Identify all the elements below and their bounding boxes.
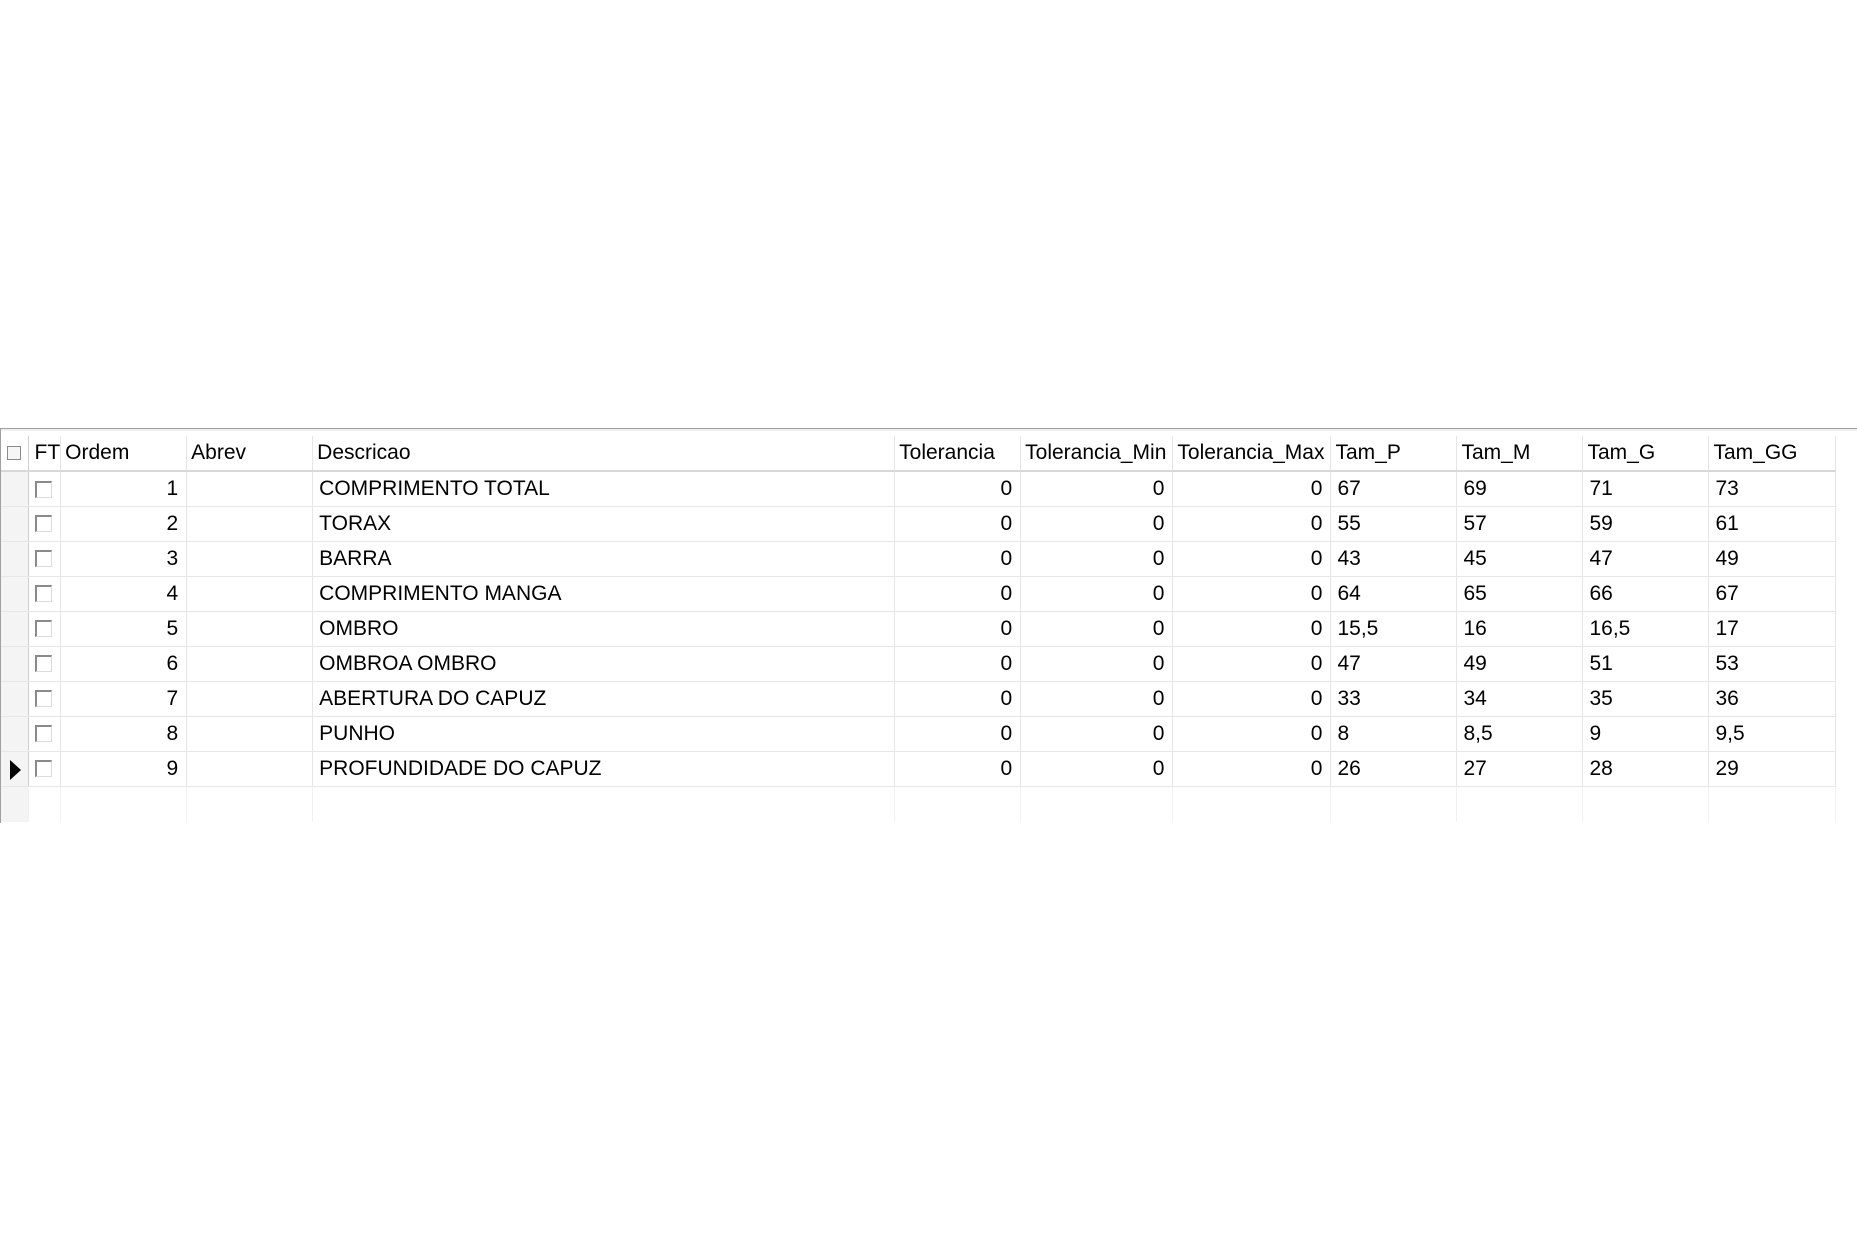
cell-ordem[interactable]: 7: [61, 681, 187, 716]
ft-checkbox[interactable]: [35, 585, 52, 602]
cell-tam-m[interactable]: 16: [1457, 611, 1583, 646]
cell-tam-gg[interactable]: 73: [1709, 471, 1836, 506]
cell-tam-p[interactable]: 33: [1331, 681, 1457, 716]
cell-abrev[interactable]: [187, 541, 313, 576]
cell-tolerancia[interactable]: 0: [895, 471, 1021, 506]
cell-tam-gg[interactable]: 17: [1709, 611, 1836, 646]
cell-tam-m[interactable]: 65: [1457, 576, 1583, 611]
cell-ordem[interactable]: 3: [61, 541, 187, 576]
cell-ordem[interactable]: 5: [61, 611, 187, 646]
column-header-tolerancia[interactable]: Tolerancia: [895, 436, 1021, 471]
cell-tam-g[interactable]: 35: [1583, 681, 1709, 716]
column-header-ft[interactable]: FT: [28, 436, 61, 471]
column-header-tam-m[interactable]: Tam_M: [1457, 436, 1583, 471]
cell-tolerancia-max[interactable]: 0: [1173, 681, 1331, 716]
cell-tolerancia-min[interactable]: 0: [1021, 576, 1173, 611]
cell-tam-p[interactable]: 47: [1331, 646, 1457, 681]
row-indicator[interactable]: [1, 681, 28, 716]
grid-table: [1, 436, 1836, 822]
cell-tam-p[interactable]: 55: [1331, 506, 1457, 541]
cell-tolerancia-max[interactable]: 0: [1173, 716, 1331, 751]
column-header-tam-g[interactable]: Tam_G: [1583, 436, 1709, 471]
cell-ft: [28, 541, 61, 576]
empty-cell[interactable]: [28, 786, 61, 822]
column-header-abrev[interactable]: Abrev: [187, 436, 313, 471]
cell-tam-gg[interactable]: 53: [1709, 646, 1836, 681]
cell-tam-gg[interactable]: 29: [1709, 751, 1836, 786]
cell-tolerancia-min[interactable]: 0: [1021, 541, 1173, 576]
table-row[interactable]: [1, 681, 1836, 716]
row-indicator[interactable]: [1, 471, 28, 506]
header-row: [1, 436, 1836, 471]
empty-cell[interactable]: [1021, 786, 1173, 822]
table-row[interactable]: [1, 611, 1836, 646]
cell-tolerancia-max[interactable]: 0: [1173, 576, 1331, 611]
cell-tolerancia-min[interactable]: 0: [1021, 471, 1173, 506]
cell-tam-g[interactable]: 71: [1583, 471, 1709, 506]
cell-tam-gg[interactable]: 36: [1709, 681, 1836, 716]
cell-ordem[interactable]: 6: [61, 646, 187, 681]
cell-ft: [28, 681, 61, 716]
column-header-ordem[interactable]: Ordem: [61, 436, 187, 471]
table-row[interactable]: [1, 646, 1836, 681]
empty-cell[interactable]: [1173, 786, 1331, 822]
cell-descricao[interactable]: BARRA: [313, 541, 895, 576]
cell-abrev[interactable]: [187, 576, 313, 611]
cell-tolerancia[interactable]: 0: [895, 611, 1021, 646]
row-indicator[interactable]: [1, 716, 28, 751]
cell-tolerancia-min[interactable]: 0: [1021, 681, 1173, 716]
table-row[interactable]: [1, 576, 1836, 611]
cell-ordem[interactable]: 4: [61, 576, 187, 611]
ft-checkbox[interactable]: [35, 725, 52, 742]
cell-tam-g[interactable]: 51: [1583, 646, 1709, 681]
cell-tolerancia-min[interactable]: 0: [1021, 751, 1173, 786]
cell-tam-p[interactable]: 15,5: [1331, 611, 1457, 646]
row-indicator[interactable]: [1, 506, 28, 541]
cell-ordem[interactable]: 8: [61, 716, 187, 751]
cell-descricao[interactable]: ABERTURA DO CAPUZ: [313, 681, 895, 716]
cell-tolerancia-min[interactable]: 0: [1021, 506, 1173, 541]
cell-abrev[interactable]: [187, 751, 313, 786]
grid-body: [1, 471, 1836, 822]
cell-ft: [28, 471, 61, 506]
cell-tam-m[interactable]: 34: [1457, 681, 1583, 716]
cell-tam-m[interactable]: 49: [1457, 646, 1583, 681]
cell-abrev[interactable]: [187, 611, 313, 646]
cell-descricao[interactable]: PROFUNDIDADE DO CAPUZ: [313, 751, 895, 786]
cell-tolerancia-max[interactable]: 0: [1173, 611, 1331, 646]
cell-tam-p[interactable]: 67: [1331, 471, 1457, 506]
cell-tam-g[interactable]: 28: [1583, 751, 1709, 786]
cell-tam-m[interactable]: 8,5: [1457, 716, 1583, 751]
cell-ft: [28, 506, 61, 541]
cell-tolerancia-min[interactable]: 0: [1021, 646, 1173, 681]
cell-tam-g[interactable]: 9: [1583, 716, 1709, 751]
cell-ordem[interactable]: 9: [61, 751, 187, 786]
table-row[interactable]: [1, 716, 1836, 751]
cell-tolerancia[interactable]: 0: [895, 541, 1021, 576]
cell-ft: [28, 576, 61, 611]
table-row[interactable]: [1, 471, 1836, 506]
ft-checkbox[interactable]: [35, 515, 52, 532]
cell-ft: [28, 611, 61, 646]
ft-checkbox[interactable]: [35, 550, 52, 567]
cell-descricao[interactable]: OMBRO: [313, 611, 895, 646]
column-header-tam-gg[interactable]: Tam_GG: [1709, 436, 1836, 471]
cell-descricao[interactable]: OMBROA OMBRO: [313, 646, 895, 681]
cell-descricao[interactable]: COMPRIMENTO MANGA: [313, 576, 895, 611]
cell-tam-g[interactable]: 16,5: [1583, 611, 1709, 646]
column-header-tolerancia-max[interactable]: Tolerancia_Max: [1173, 436, 1331, 471]
empty-cell[interactable]: [1331, 786, 1457, 822]
row-indicator[interactable]: [1, 576, 28, 611]
cell-tolerancia[interactable]: 0: [895, 716, 1021, 751]
column-header-tam-p[interactable]: Tam_P: [1331, 436, 1457, 471]
cell-ft: [28, 646, 61, 681]
row-indicator[interactable]: [1, 611, 28, 646]
cell-abrev[interactable]: [187, 506, 313, 541]
cell-tam-gg[interactable]: 49: [1709, 541, 1836, 576]
table-row[interactable]: [1, 541, 1836, 576]
cell-tolerancia-max[interactable]: 0: [1173, 506, 1331, 541]
select-all-checkbox[interactable]: [7, 446, 21, 460]
cell-tam-g[interactable]: 66: [1583, 576, 1709, 611]
cell-tolerancia-min[interactable]: 0: [1021, 611, 1173, 646]
cell-tam-gg[interactable]: 61: [1709, 506, 1836, 541]
cell-descricao[interactable]: TORAX: [313, 506, 895, 541]
cell-tam-m[interactable]: 27: [1457, 751, 1583, 786]
cell-tam-p[interactable]: 43: [1331, 541, 1457, 576]
empty-cell[interactable]: [61, 786, 187, 822]
row-indicator[interactable]: [1, 786, 28, 822]
cell-tolerancia[interactable]: 0: [895, 576, 1021, 611]
ft-checkbox[interactable]: [35, 760, 52, 777]
cell-descricao[interactable]: PUNHO: [313, 716, 895, 751]
cell-tolerancia[interactable]: 0: [895, 646, 1021, 681]
cell-tam-p[interactable]: 64: [1331, 576, 1457, 611]
cell-tam-gg[interactable]: 9,5: [1709, 716, 1836, 751]
cell-tam-g[interactable]: 47: [1583, 541, 1709, 576]
empty-cell[interactable]: [1457, 786, 1583, 822]
cell-descricao[interactable]: COMPRIMENTO TOTAL: [313, 471, 895, 506]
cell-abrev[interactable]: [187, 681, 313, 716]
empty-cell[interactable]: [1709, 786, 1836, 822]
cell-tam-gg[interactable]: 67: [1709, 576, 1836, 611]
cell-ordem[interactable]: 2: [61, 506, 187, 541]
empty-cell[interactable]: [313, 786, 895, 822]
cell-ordem[interactable]: 1: [61, 471, 187, 506]
cell-tolerancia-min[interactable]: 0: [1021, 716, 1173, 751]
cell-tolerancia[interactable]: 0: [895, 751, 1021, 786]
cell-tolerancia-max[interactable]: 0: [1173, 751, 1331, 786]
cell-tolerancia-max[interactable]: 0: [1173, 541, 1331, 576]
ft-checkbox[interactable]: [35, 620, 52, 637]
new-record-row[interactable]: [1, 786, 1836, 822]
cell-abrev[interactable]: [187, 716, 313, 751]
cell-tam-m[interactable]: 69: [1457, 471, 1583, 506]
cell-tolerancia-max[interactable]: 0: [1173, 471, 1331, 506]
empty-cell[interactable]: [895, 786, 1021, 822]
cell-ft: [28, 716, 61, 751]
cell-abrev[interactable]: [187, 646, 313, 681]
table-row[interactable]: [1, 751, 1836, 786]
cell-tolerancia[interactable]: 0: [895, 506, 1021, 541]
row-indicator[interactable]: [1, 751, 28, 786]
empty-cell[interactable]: [187, 786, 313, 822]
cell-tolerancia-max[interactable]: 0: [1173, 646, 1331, 681]
cell-ft: [28, 751, 61, 786]
column-header-tolerancia-min[interactable]: Tolerancia_Min: [1021, 436, 1173, 471]
ft-checkbox[interactable]: [35, 690, 52, 707]
select-all-header[interactable]: [1, 436, 28, 471]
cell-abrev[interactable]: [187, 471, 313, 506]
row-indicator[interactable]: [1, 541, 28, 576]
cell-tam-g[interactable]: 59: [1583, 506, 1709, 541]
row-indicator[interactable]: [1, 646, 28, 681]
cell-tam-p[interactable]: 26: [1331, 751, 1457, 786]
ft-checkbox[interactable]: [35, 481, 52, 498]
cell-tam-m[interactable]: 45: [1457, 541, 1583, 576]
cell-tam-m[interactable]: 57: [1457, 506, 1583, 541]
ft-checkbox[interactable]: [35, 655, 52, 672]
table-row[interactable]: [1, 506, 1836, 541]
cell-tam-p[interactable]: 8: [1331, 716, 1457, 751]
cell-tolerancia[interactable]: 0: [895, 681, 1021, 716]
column-header-descricao[interactable]: Descricao: [313, 436, 895, 471]
data-grid[interactable]: [0, 428, 1857, 823]
empty-cell[interactable]: [1583, 786, 1709, 822]
current-row-arrow-icon: [10, 760, 21, 780]
